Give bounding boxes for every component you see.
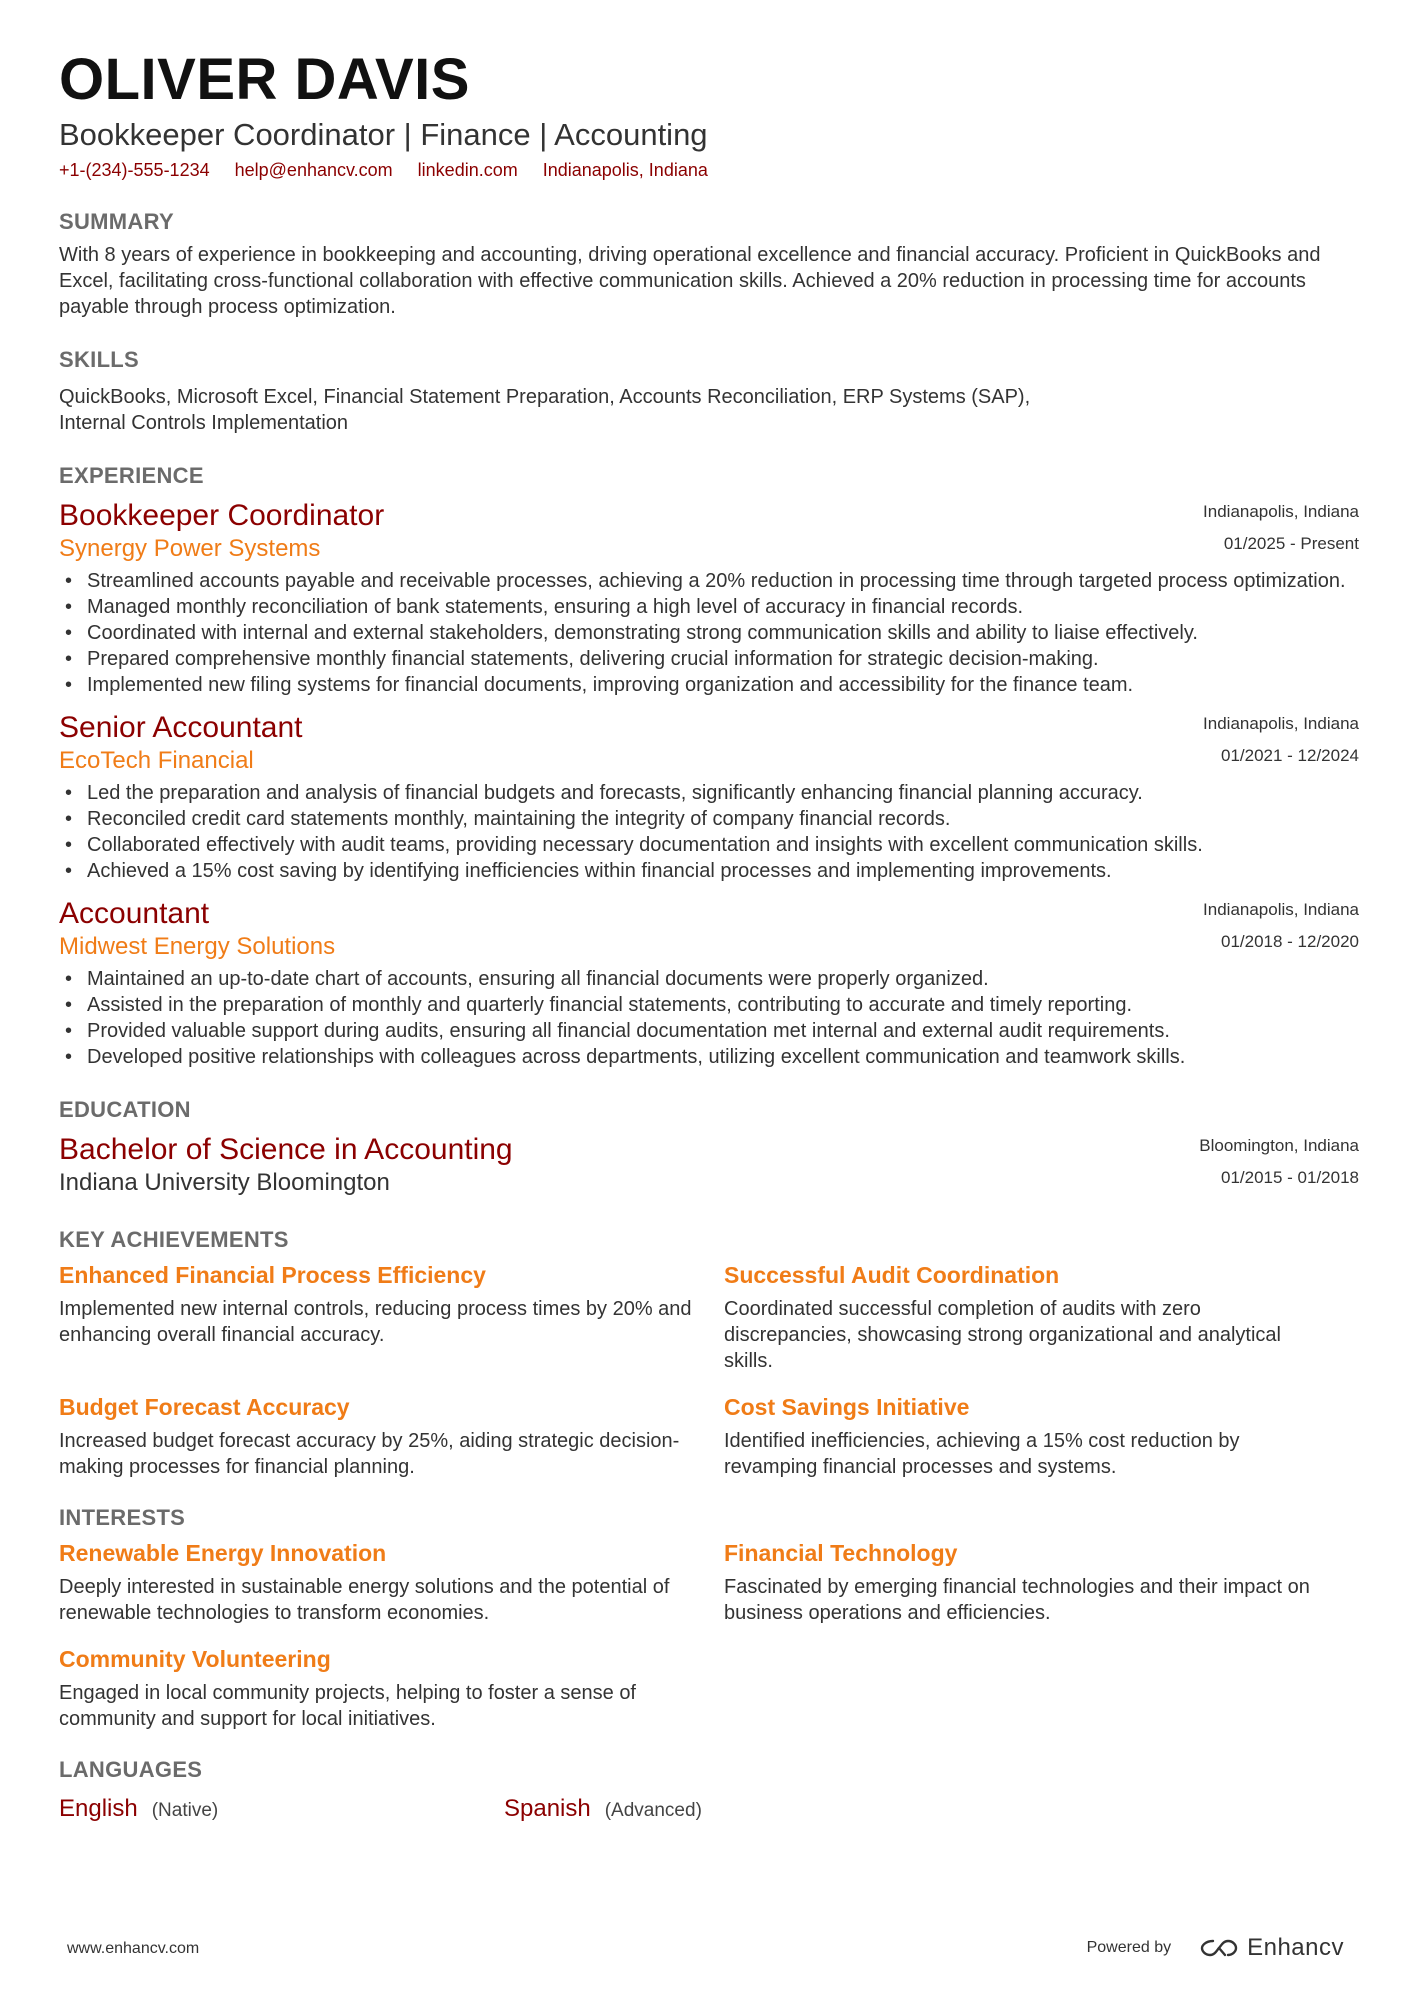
job-bullets <box>59 568 1359 698</box>
resume-page <box>59 48 1359 1826</box>
section-title-interests: INTERESTS <box>59 1505 186 1530</box>
job-company: Synergy Power Systems <box>59 535 321 562</box>
footer-brand: Enhancv <box>1247 1934 1344 1961</box>
candidate-name: OLIVER DAVIS <box>59 47 470 112</box>
achievement-title: Budget Forecast Accuracy <box>59 1394 350 1420</box>
job-bullets <box>59 966 1359 1070</box>
achievements-grid <box>59 1260 1359 1498</box>
education-dates: 01/2015 - 01/2018 <box>1220 1168 1359 1187</box>
email-link[interactable]: help@enhancv.com <box>234 160 393 180</box>
interest-title: Financial Technology <box>724 1540 958 1566</box>
job-role: Accountant <box>59 897 210 930</box>
job-dates: 01/2021 - 12/2024 <box>1220 746 1359 765</box>
interest-item <box>59 1538 724 1626</box>
education-degree: Bachelor of Science in Accounting <box>59 1133 513 1166</box>
candidate-headline: Bookkeeper Coordinator | Finance | Accounting <box>59 117 708 152</box>
job-entry <box>59 896 1359 1070</box>
section-title-experience: EXPERIENCE <box>59 463 204 488</box>
achievement-title: Successful Audit Coordination <box>724 1262 1060 1288</box>
achievement-item <box>59 1260 724 1374</box>
education-section <box>59 1096 1359 1198</box>
job-meta <box>1203 710 1359 774</box>
language-item <box>504 1794 949 1826</box>
job-entry <box>59 710 1359 884</box>
enhancv-logo-icon <box>1199 1937 1239 1959</box>
language-name: Spanish <box>504 1795 591 1822</box>
summary-text: With 8 years of experience in bookkeeping and accounting, driving operational excellence and financial accuracy. Proficient in QuickBooks and Excel, facilitating cross-functional collaboration with effective communication skills. Achieved a 20% reduction in processing time for accounts payable through process optimization. <box>59 244 1321 318</box>
job-bullet: • Reconciled credit card statements monthly, maintaining the integrity of company financial records. <box>59 806 1359 832</box>
job-bullet: • Implemented new filing systems for financial documents, improving organization and accessibility for the finance team. <box>59 672 1359 698</box>
job-dates: 01/2025 - Present <box>1223 534 1359 553</box>
job-location: Indianapolis, Indiana <box>1203 502 1359 521</box>
languages-section <box>59 1756 1359 1826</box>
interest-desc: Fascinated by emerging financial technologies and their impact on business operations and efficiencies. <box>724 1576 1310 1624</box>
job-location: Indianapolis, Indiana <box>1203 714 1359 733</box>
job-role: Senior Accountant <box>59 711 303 744</box>
job-role: Bookkeeper Coordinator <box>59 499 385 532</box>
job-bullet: • Coordinated with internal and external stakeholders, demonstrating strong communication skills and ability to liaise effectively. <box>59 620 1359 646</box>
job-meta <box>1203 896 1359 960</box>
job-bullet: • Managed monthly reconciliation of bank statements, ensuring a high level of accuracy in financial records. <box>59 594 1359 620</box>
interests-grid <box>59 1538 1359 1750</box>
job-company: EcoTech Financial <box>59 747 254 774</box>
linkedin-link[interactable]: linkedin.com <box>417 160 518 180</box>
language-name: English <box>59 1795 138 1822</box>
job-meta <box>1203 498 1359 562</box>
summary-section <box>59 208 1359 320</box>
job-bullet: • Collaborated effectively with audit teams, providing necessary documentation and insights with excellent communication skills. <box>59 832 1359 858</box>
achievement-title: Enhanced Financial Process Efficiency <box>59 1262 486 1288</box>
section-title-languages: LANGUAGES <box>59 1757 203 1782</box>
job-location: Indianapolis, Indiana <box>1203 900 1359 919</box>
interest-title: Renewable Energy Innovation <box>59 1540 387 1566</box>
job-bullet: • Maintained an up-to-date chart of accounts, ensuring all financial documents were properly organized. <box>59 966 1359 992</box>
phone-link[interactable]: +1-(234)-555-1234 <box>59 160 210 180</box>
footer-branding <box>1087 1934 1344 1962</box>
skills-line-2: Internal Controls Implementation <box>59 412 349 434</box>
achievement-item <box>59 1392 724 1480</box>
section-title-achievements: KEY ACHIEVEMENTS <box>59 1227 289 1252</box>
job-bullet: • Provided valuable support during audits, ensuring all financial documentation met internal and external audit requirements. <box>59 1018 1359 1044</box>
achievement-item <box>724 1260 1354 1374</box>
section-title-skills: SKILLS <box>59 347 140 372</box>
skills-section <box>59 346 1359 436</box>
job-bullet: • Assisted in the preparation of monthly and quarterly financial statements, contributing to accurate and timely reporting. <box>59 992 1359 1018</box>
footer-website[interactable]: www.enhancv.com <box>67 1940 200 1957</box>
job-dates: 01/2018 - 12/2020 <box>1220 932 1359 951</box>
education-meta <box>1199 1132 1359 1196</box>
job-bullet: • Led the preparation and analysis of financial budgets and forecasts, significantly enhancing financial planning accuracy. <box>59 780 1359 806</box>
achievement-desc: Identified inefficiencies, achieving a 15% cost reduction by revamping financial processes and systems. <box>724 1430 1240 1478</box>
achievement-desc: Coordinated successful completion of audits with zero discrepancies, showcasing strong organizational and analytical skills. <box>724 1298 1281 1372</box>
achievement-title: Cost Savings Initiative <box>724 1394 970 1420</box>
achievement-item <box>724 1392 1354 1480</box>
section-title-education: EDUCATION <box>59 1097 191 1122</box>
location-text: Indianapolis, Indiana <box>542 160 708 180</box>
education-school: Indiana University Bloomington <box>59 1169 390 1196</box>
job-bullets <box>59 780 1359 884</box>
skills-line-1: QuickBooks, Microsoft Excel, Financial Statement Preparation, Accounts Reconciliation, ERP Systems (SAP), <box>59 386 1031 408</box>
achievement-desc: Implemented new internal controls, reducing process times by 20% and enhancing overall financial accuracy. <box>59 1298 692 1346</box>
achievement-desc: Increased budget forecast accuracy by 25%, aiding strategic decision-making processes for financial planning. <box>59 1430 680 1478</box>
job-bullet: • Prepared comprehensive monthly financial statements, delivering crucial information for strategic decision-making. <box>59 646 1359 672</box>
job-entry <box>59 498 1359 698</box>
experience-section <box>59 462 1359 1070</box>
education-entry <box>59 1132 1359 1198</box>
language-level: (Advanced) <box>604 1800 702 1821</box>
job-bullet: • Developed positive relationships with colleagues across departments, utilizing excellent communication and teamwork skills. <box>59 1044 1359 1070</box>
language-item <box>59 1794 504 1826</box>
achievements-section <box>59 1226 1359 1498</box>
languages-row <box>59 1794 1359 1826</box>
interest-item <box>724 1538 1354 1626</box>
resume-header <box>59 48 1359 182</box>
interests-section <box>59 1504 1359 1750</box>
contact-line <box>59 158 1359 182</box>
footer-powered-by: Powered by <box>1086 1939 1172 1956</box>
interest-desc: Deeply interested in sustainable energy solutions and the potential of renewable technologies to transform economies. <box>59 1576 670 1624</box>
interest-title: Community Volunteering <box>59 1646 331 1672</box>
language-level: (Native) <box>151 1800 219 1821</box>
interest-desc: Engaged in local community projects, helping to foster a sense of community and support for local initiatives. <box>59 1682 636 1730</box>
job-bullet: • Streamlined accounts payable and receivable processes, achieving a 20% reduction in processing time through targeted process optimization. <box>59 568 1359 594</box>
job-bullet: • Achieved a 15% cost saving by identifying inefficiencies within financial processes and implementing improvements. <box>59 858 1359 884</box>
job-company: Midwest Energy Solutions <box>59 933 336 960</box>
section-title-summary: SUMMARY <box>59 209 174 234</box>
interest-item <box>59 1644 724 1732</box>
education-location: Bloomington, Indiana <box>1199 1136 1359 1155</box>
